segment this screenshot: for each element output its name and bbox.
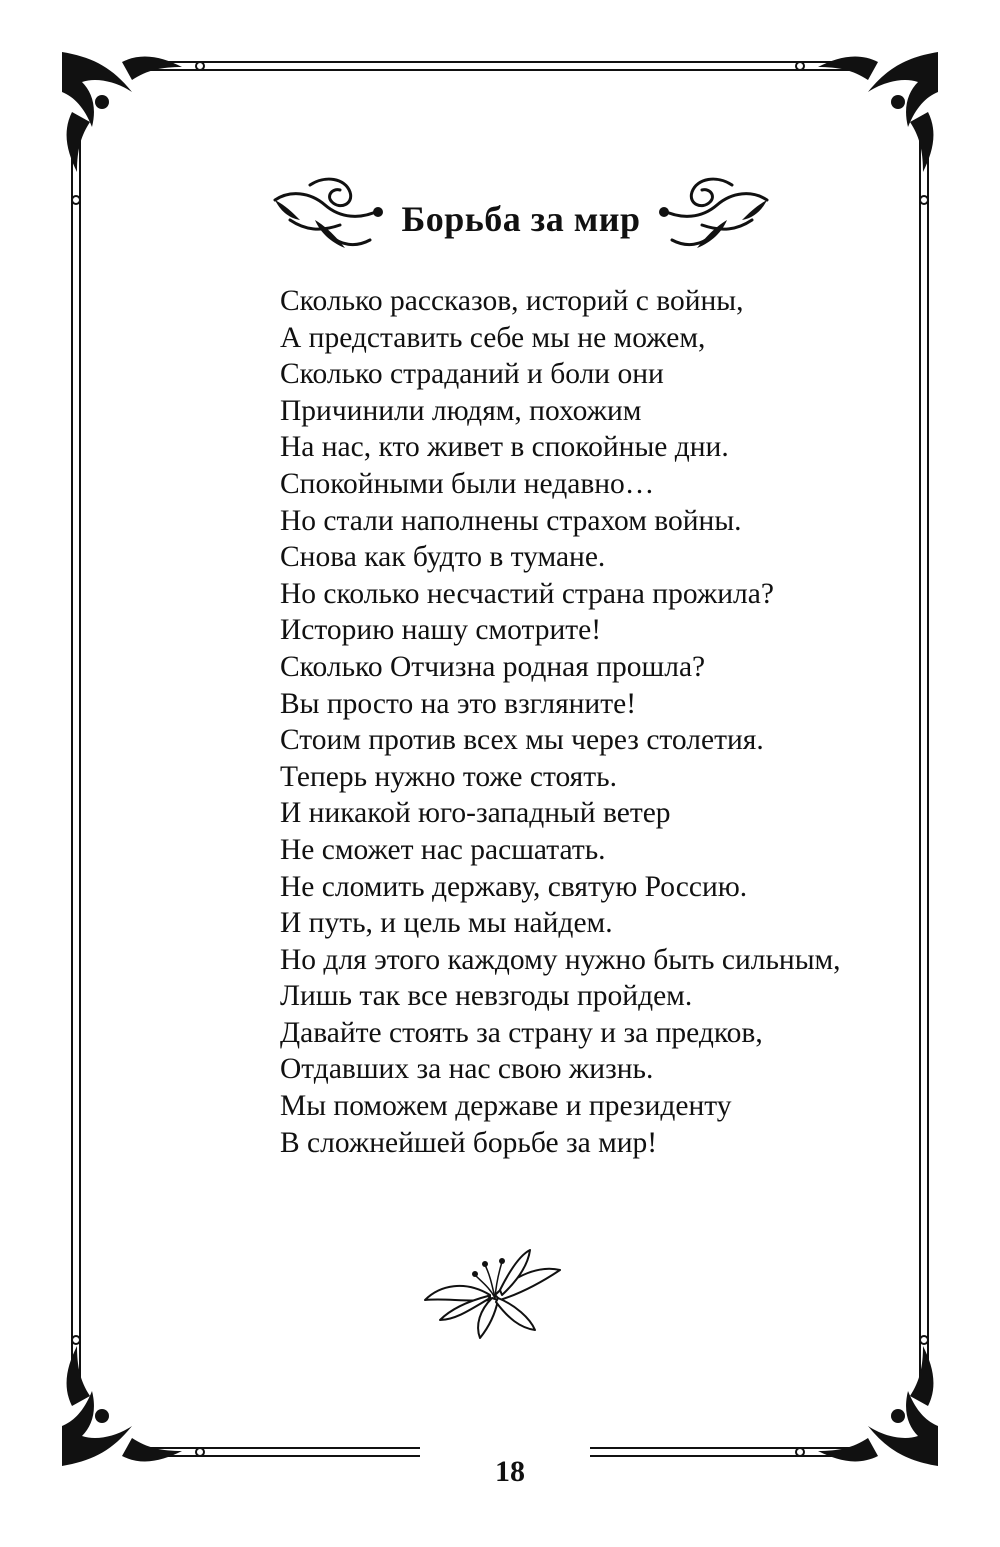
poem-line: Теперь нужно тоже стоять. [280, 760, 617, 793]
poem-line: Но для этого каждому нужно быть сильным, [280, 943, 841, 976]
poem-line: Но стали наполнены страхом войны. [280, 504, 742, 537]
lily-icon [420, 1240, 570, 1340]
poem-line: А представить себе мы не можем, [280, 321, 706, 354]
poem-line: И никакой юго-западный ветер [280, 797, 671, 830]
poem-line: Но сколько несчастий страна прожила? [280, 577, 774, 610]
poem-line: Лишь так все невзгоды пройдем. [280, 980, 693, 1013]
poem-line: Снова как будто в тумане. [280, 541, 606, 574]
title-block [270, 170, 770, 270]
poem-line: Не сможет нас расшатать. [280, 833, 606, 866]
poem-line: Давайте стоять за страну и за предков, [280, 1016, 763, 1049]
poem-line: И путь, и цель мы найдем. [280, 907, 613, 940]
poem-line: Сколько рассказов, историй с войны, [280, 285, 744, 317]
poem-line: Стоим против всех мы через столетия. [280, 724, 764, 757]
page-number: 18 [495, 1455, 525, 1488]
poem-line: Мы поможем державе и президенту [280, 1090, 732, 1123]
poem-line: Причинили людям, похожим [280, 394, 642, 427]
poem-line: В сложнейшей борьбе за мир! [280, 1126, 658, 1159]
poem-line: Историю нашу смотрите! [280, 614, 602, 647]
poem-title: Борьба за мир [401, 199, 641, 239]
flourish-icon [652, 170, 772, 260]
poem-body [280, 283, 900, 1161]
poem-line: Не сломить державу, святую Россию. [280, 870, 748, 903]
poem-line: На нас, кто живет в спокойные дни. [280, 431, 729, 464]
poem-line: Отдавших за нас свою жизнь. [280, 1053, 654, 1086]
poem-line: Спокойными были недавно… [280, 467, 655, 500]
poem-line: Сколько Отчизна родная прошла? [280, 650, 706, 683]
flourish-icon [270, 170, 390, 260]
poem-line: Сколько страданий и боли они [280, 358, 664, 391]
poem-line: Вы просто на это взгляните! [280, 687, 637, 720]
